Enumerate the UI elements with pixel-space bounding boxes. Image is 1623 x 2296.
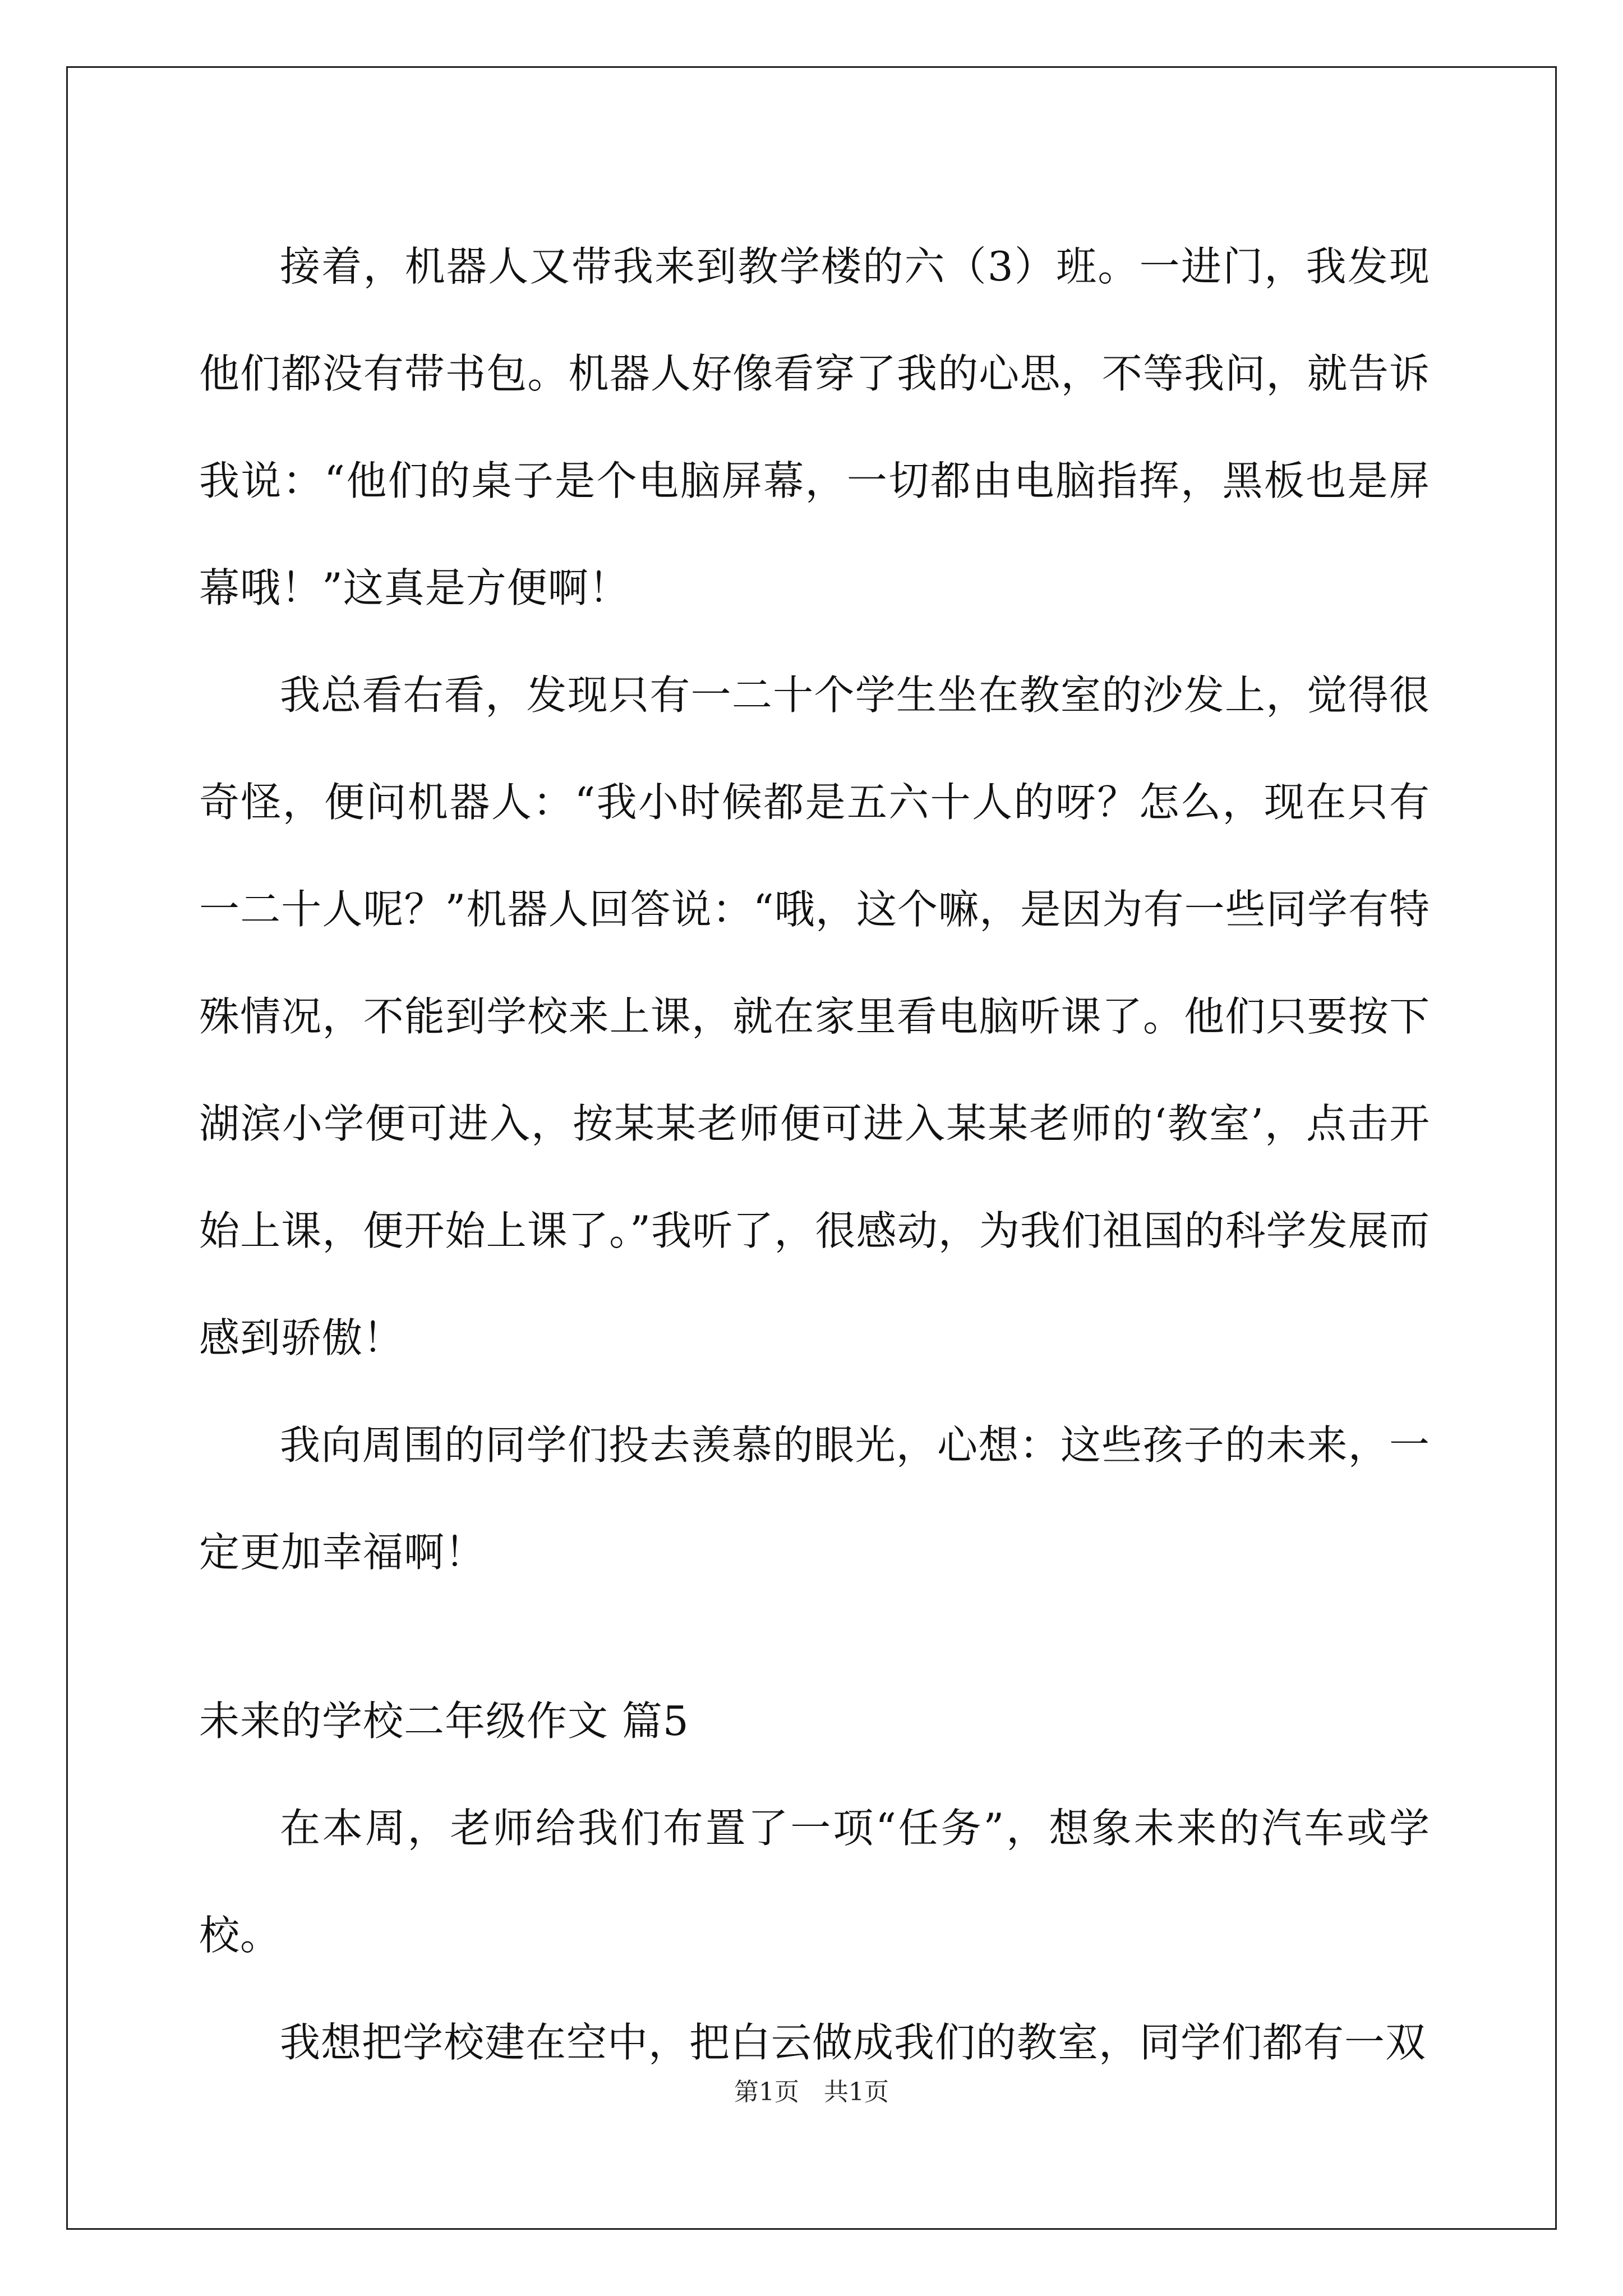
document-body <box>199 213 1430 2096</box>
paragraph-2: 我总看右看，发现只有一二十个学生坐在教室的沙发上，觉得很奇怪，便问机器人：“我小时候都是五六十人的呀？怎么，现在只有一二十人呢？”机器人回答说：“哦，这个嘛，是因为有一些同学有特殊情况，不能到学校来上课，就在家里看电脑听课了。他们只要按下湖滨小学便可进入，按某某老师便可进入某某老师的‘教室’，点击开始上课，便开始上课了。”我听了，很感动，为我们祖国的科学发展而感到骄傲！ <box>199 671 1430 1361</box>
section-title: 未来的学校二年级作文 篇5 <box>199 1697 689 1745</box>
paragraph-3: 我向周围的同学们投去羡慕的眼光，心想：这些孩子的未来，一定更加幸福啊！ <box>199 1421 1430 1576</box>
section-paragraph-1: 在本周，老师给我们布置了一项“任务”，想象未来的汽车或学校。 <box>199 1805 1430 1959</box>
page-footer: 第1页 共1页 <box>734 2078 889 2106</box>
section-gap <box>199 1606 1430 1668</box>
paragraph-1: 接着，机器人又带我来到教学楼的六（3）班。一进门，我发现他们都没有带书包。机器人好像看穿了我的心思，不等我问，就告诉我说：“他们的桌子是个电脑屏幕，一切都由电脑指挥，黑板也是屏幕哦！”这真是方便啊！ <box>199 243 1430 611</box>
section-paragraph-2: 我想把学校建在空中，把白云做成我们的教室，同学们都有一双 <box>280 2019 1427 2066</box>
